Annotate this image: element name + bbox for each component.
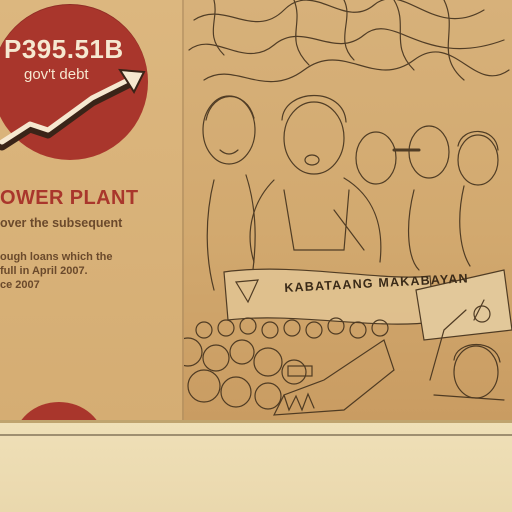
protest-illustration [184,0,512,420]
section-subline: over the subsequent [0,216,123,230]
section-body [0,250,112,292]
shelf-line [0,434,512,436]
debt-label: gov't debt [24,66,89,83]
line-art [184,0,512,420]
trend-arrow-icon [0,68,150,158]
next-circle [14,402,104,420]
infographic-panel [0,0,184,420]
body-line: ough loans which the [0,251,113,263]
banner-text: KABATAANG MAKABAYAN [284,271,470,295]
body-line: full in April 2007. [0,265,88,277]
shelf-edge [0,420,512,423]
body-line: ce 2007 [0,279,40,291]
section-heading: OWER PLANT [0,187,139,209]
debt-amount: P395.51B [4,34,124,64]
